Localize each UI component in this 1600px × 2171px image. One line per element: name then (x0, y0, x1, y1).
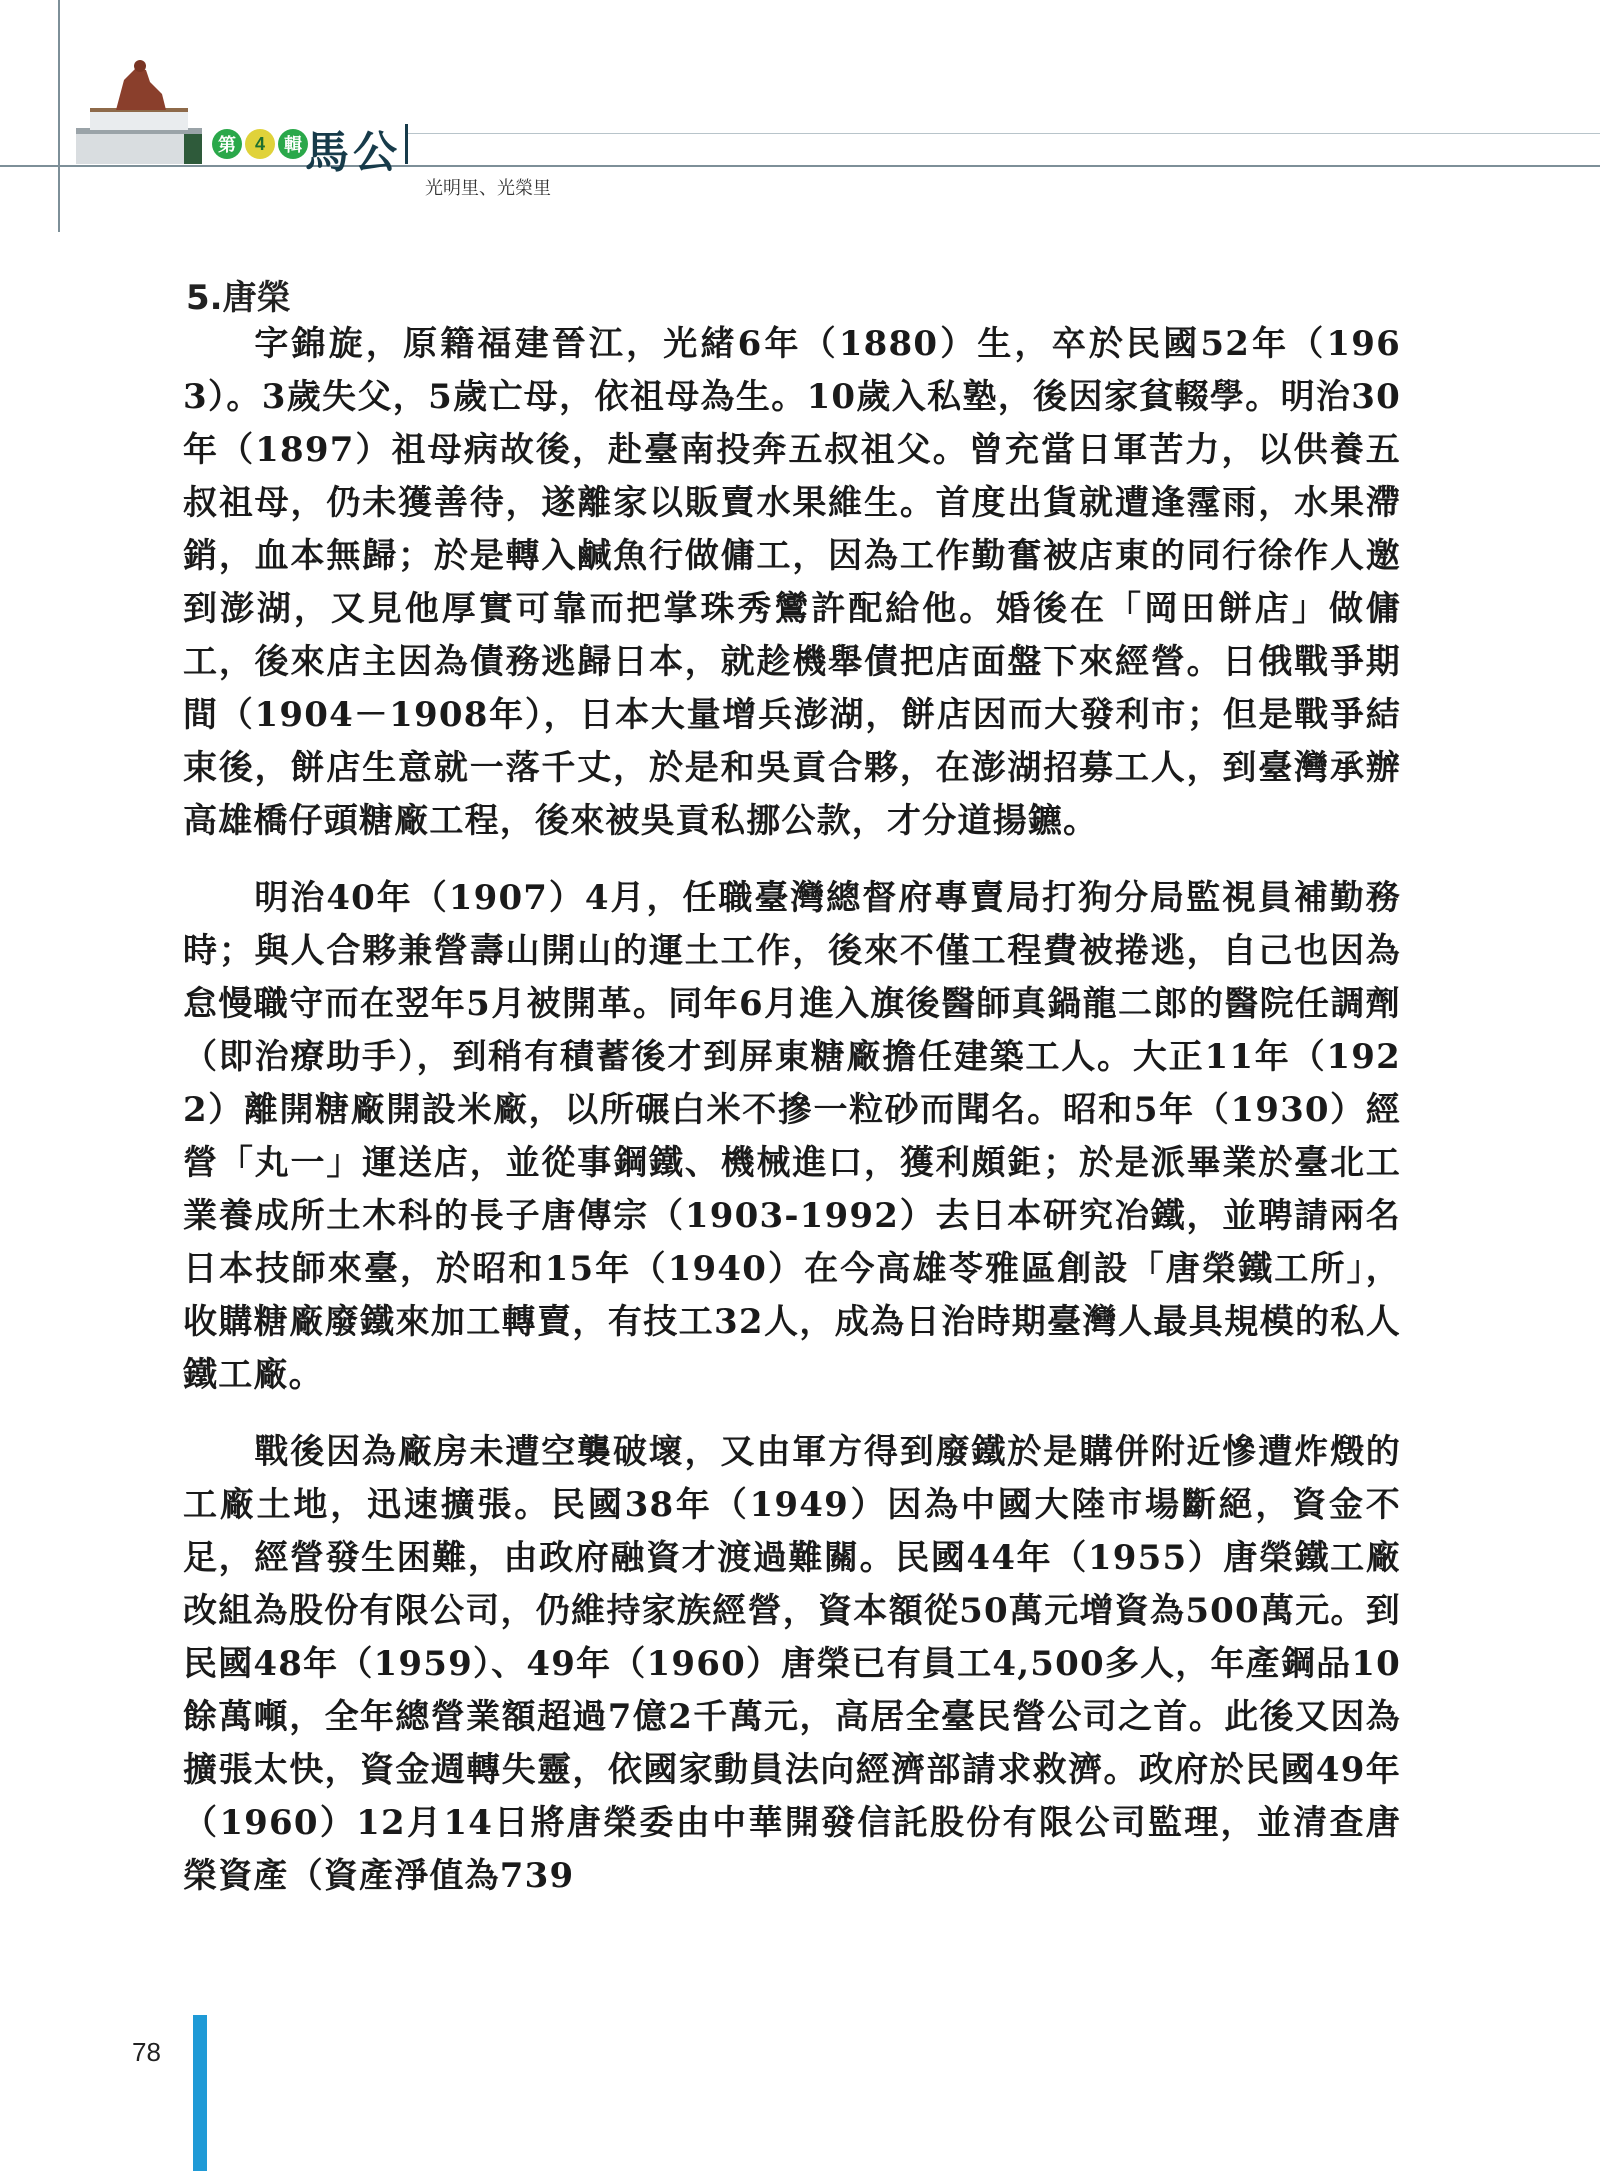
paragraph-1: 字錦旋，原籍福建晉江，光緒6年（1880）生，卒於民國52年（1963）。3歲失父，5歲亡母，依祖母為生。10歲入私塾，後因家貧輟學。明治30年（1897）祖母病故後，赴臺南投奔五叔祖父。曾充當日軍苦力，以供養五叔祖母，仍未獲善待，遂離家以販賣水果維生。首度出貨就遭逢霪雨，水果滯銷，血本無歸；於是轉入鹹魚行做傭工，因為工作勤奮被店東的同行徐作人邀到澎湖，又見他厚實可靠而把掌珠秀鸞許配給他。婚後在「岡田餅店」做傭工，後來店主因為債務逃歸日本，就趁機舉債把店面盤下來經營。日俄戰爭期間（1904－1908年），日本大量增兵澎湖，餅店因而大發利市；但是戰爭結束後，餅店生意就一落千丈，於是和吳貢合夥，在澎湖招募工人，到臺灣承辦高雄橋仔頭糖廠工程，後來被吳貢私挪公款，才分道揚鑣。 (183, 324, 1401, 841)
chapter-title: 馬公 (305, 127, 401, 178)
paragraph-2: 明治40年（1907）4月，任職臺灣總督府專賣局打狗分局監視員補勤務時；與人合夥兼營壽山開山的運土工作，後來不僅工程費被捲逃，自己也因為怠慢職守而在翌年5月被開革。同年6月進入旗後醫師真鍋龍二郎的醫院任調劑（即治療助手），到稍有積蓄後才到屏東糖廠擔任建築工人。大正11年（1922）離開糖廠開設米廠，以所碾白米不摻一粒砂而聞名。昭和5年（1930）經營「丸一」運送店，並從事鋼鐵、機械進口，獲利頗鉅；於是派畢業於臺北工業養成所土木科的長子唐傳宗（1903-1992）去日本研究冶鐵，並聘請兩名日本技師來臺，於昭和15年（1940）在今高雄苓雅區創設「唐榮鐵工所」，收購糖廠廢鐵來加工轉賣，有技工32人，成為日治時期臺灣人最具規模的私人鐵工廠。 (183, 878, 1401, 1395)
paragraph-3: 戰後因為廠房未遭空襲破壞，又由軍方得到廢鐵於是購併附近慘遭炸燬的工廠土地，迅速擴張。民國38年（1949）因為中國大陸市場斷絕，資金不足，經營發生困難，由政府融資才渡過難關。民國44年（1955）唐榮鐵工廠改組為股份有限公司，仍維持家族經營，資本額從50萬元增資為500萬元。到民國48年（1959）、49年（1960）唐榮已有員工4,500多人，年產鋼品10餘萬噸，全年總營業額超過7億2千萬元，高居全臺民營公司之首。此後又因為擴張太快，資金週轉失靈，依國家動員法向經濟部請求救濟。政府於民國49年（1960）12月14日將唐榮委由中華開發信託股份有限公司監理，並清查唐榮資產（資產淨值為739 (183, 1432, 1401, 1896)
chapter-badge (212, 128, 308, 160)
title-divider (405, 124, 408, 164)
header-vertical-rule (58, 0, 60, 232)
article-body (183, 318, 1401, 1927)
page-number: 78 (132, 2037, 161, 2067)
chapter-prefix: 第 (212, 129, 242, 159)
chapter-number: 4 (245, 129, 275, 159)
header-horizontal-rule (0, 165, 1600, 167)
monument-icon (76, 58, 202, 164)
chapter-subtitle: 光明里、光榮里 (425, 178, 551, 199)
section-heading: 5.唐榮 (186, 278, 291, 318)
chapter-suffix: 輯 (278, 129, 308, 159)
header-thin-rule (405, 133, 1600, 134)
page-bar (193, 2015, 207, 2171)
